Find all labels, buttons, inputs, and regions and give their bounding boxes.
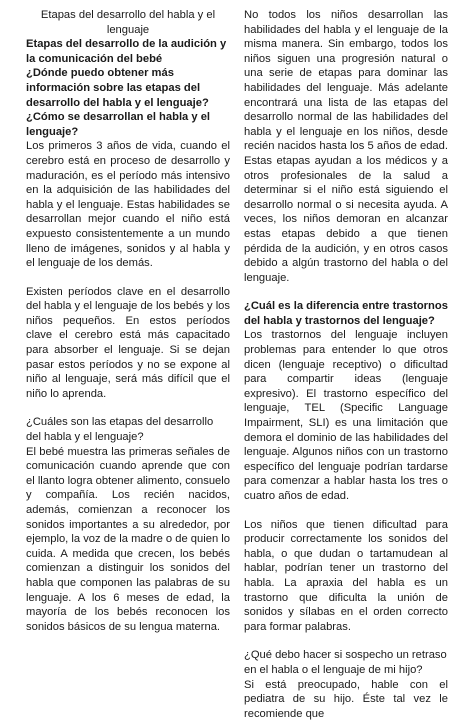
question-heading: ¿Qué debo hacer si sospecho un retraso en el habla o el lenguaje de mi hijo? — [244, 649, 447, 676]
body-paragraph: No todos los niños desarrollan las habilidades del habla y el lenguaje de la misma manera. Sin embargo, todos los niños siguen una progresión natural o una serie de etapas para dominar las habilidades del lenguaje. Más adelante encontrará una lista de las etapas del desarrollo normal de las habilidades del habla y el lenguaje en los niños, desde recién nacidos hasta los 5 años de edad. Estas etapas ayudan a los médicos y a otros profesionales de la salud a determinar si el niño está siguiendo el desarrollo normal o si necesita ayuda. A veces, los niños demoran en alcanzar estas etapas debido a que tienen pérdida de la audición, y en otros casos debido a algún trastorno del habla o del lenguaje. — [244, 9, 448, 284]
question-heading: ¿Cuál es la diferencia entre trastornos del habla y trastornos del lenguaje? — [244, 300, 448, 327]
paragraph-spacer — [244, 504, 448, 518]
document-title: Etapas del desarrollo del habla y el lenguaje — [40, 9, 216, 36]
question-heading: ¿Cuáles son las etapas del desarrollo del habla y el lenguaje? — [26, 416, 214, 444]
body-paragraph: Los niños que tienen dificultad para producir correctamente los sonidos del habla, o que dudan o tartamudean al hablar, podrían tener un trastorno del habla. La apraxia del habla es un trastorno que dificulta la unión de sonidos y sílabas en el orden correcto para formar palabras. — [244, 518, 448, 633]
question-heading: ¿Dónde puedo obtener más información sobre las etapas del desarrollo del habla y el lenguaje? — [26, 67, 209, 109]
body-paragraph: Existen períodos clave en el desarrollo del habla y el lenguaje de los bebés y los niños pequeños. En estos períodos clave el cerebro está más capacitado para absorber el lenguaje. Si se dejan pasar estos períodos y no se expone al niño al lenguaje, será más difícil que el niño lo aprenda. — [26, 285, 231, 400]
question-heading: ¿Cómo se desarrollan el habla y el lenguaje? — [26, 111, 211, 138]
body-paragraph: Los trastornos del lenguaje incluyen problemas para entender lo que otros dicen (lenguaje receptivo) o dificultad para compartir ideas (lenguaje expresivo). El trastorno específico del lenguaje, TEL (Specific Language Impairment, SLI) es una limitación que demora el dominio de las habilidades del lenguaje. Algunos niños con un trastorno específico del lenguaje podrían tardarse para comenzar a hablar hasta los tres o cuatro años de edad. — [244, 329, 448, 502]
section-heading: Etapas del desarrollo de la audición y la comunicación del bebé — [26, 38, 227, 65]
body-paragraph: El bebé muestra las primeras señales de comunicación cuando aprende que con el llanto logra obtener alimento, consuelo y compañía. Los recién nacidos, además, comienzan a reconocer los sonidos importantes a su alrededor, por ejemplo, la voz de la madre o de quien lo cuida. A medida que crecen, los bebés comienzan a distinguir los sonidos del habla que componen las palabras de su lenguaje. A los 6 meses de edad, la mayoría de los bebés reconocen los sonidos básicos de su lengua materna. — [26, 445, 230, 633]
paragraph-spacer — [244, 285, 448, 299]
left-column — [26, 8, 230, 634]
paragraph-spacer — [26, 401, 230, 415]
body-paragraph: Los primeros 3 años de vida, cuando el cerebro está en proceso de desarrollo y maduración, es el período más intensivo en la adquisición de las habilidades del habla y el lenguaje. Estas habilidades se desarrollan mejor cuando el niño está expuesto consistentemente a un mundo lleno de imágenes, sonidos y al habla y el lenguaje de los demás. — [26, 140, 230, 270]
right-column — [244, 8, 448, 721]
body-paragraph: Si está preocupado, hable con el pediatra de su hijo. Éste tal vez le recomiende que — [244, 678, 448, 720]
paragraph-spacer — [26, 271, 230, 285]
paragraph-spacer — [244, 634, 448, 648]
